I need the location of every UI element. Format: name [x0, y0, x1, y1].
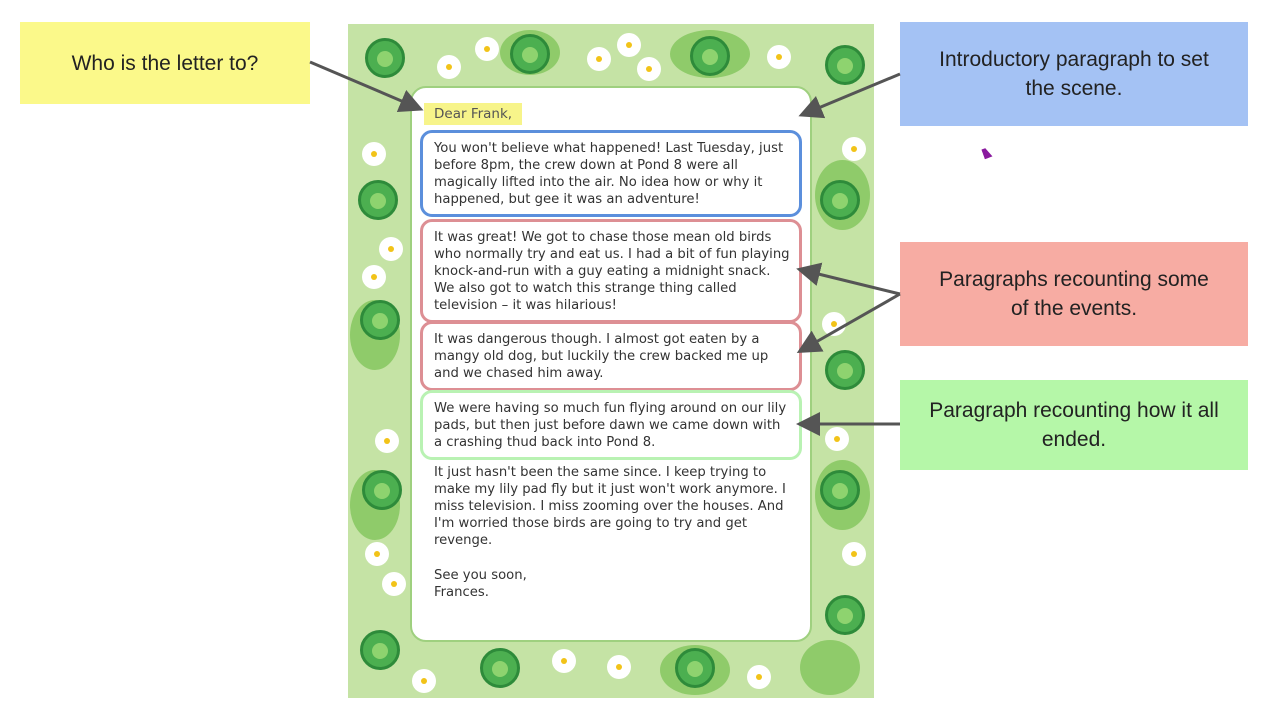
annotation-text: Introductory paragraph to set the scene. — [939, 48, 1209, 100]
annotation-text: Who is the letter to? — [71, 51, 259, 75]
arrow-who — [310, 62, 418, 108]
intro-paragraph: You won't believe what happened! Last Tuesday, just before 8pm, the crew down at Pond 8 were all magically lifted into the air. No idea how or why it happened, but gee it was an adventure! — [420, 130, 802, 217]
annotation-text: Paragraph recounting how it all ended. — [929, 399, 1219, 451]
arrow-intro — [804, 74, 900, 114]
events-paragraph-1: It was great! We got to chase those mean old birds who normally try and eat us. I had a bit of fun playing knock-and-run with a guy eating a midnight snack. We also got to watch this strange thing called television – it was hilarious! — [420, 219, 802, 323]
letter-signoff: See you soon, — [434, 568, 527, 583]
letter-greeting: Dear Frank, — [424, 103, 522, 125]
arrow-events-2 — [802, 294, 900, 350]
arrow-events-1 — [802, 270, 900, 294]
closing-paragraph: It just hasn't been the same since. I keep trying to make my lily pad fly but it just won't work anymore. I miss television. I miss zooming over the houses. And I'm worried those birds are going to try and get revenge. — [434, 465, 786, 548]
ending-paragraph: We were having so much fun flying around on our lily pads, but then just before dawn we came down with a crashing thud back into Pond 8. — [420, 390, 802, 460]
letter-signature: Frances. — [434, 585, 489, 600]
annotation-text: Paragraphs recounting some of the events. — [939, 268, 1209, 320]
events-paragraph-2: It was dangerous though. I almost got eaten by a mangy old dog, but luckily the crew backed me up and we chased him away. — [420, 321, 802, 391]
